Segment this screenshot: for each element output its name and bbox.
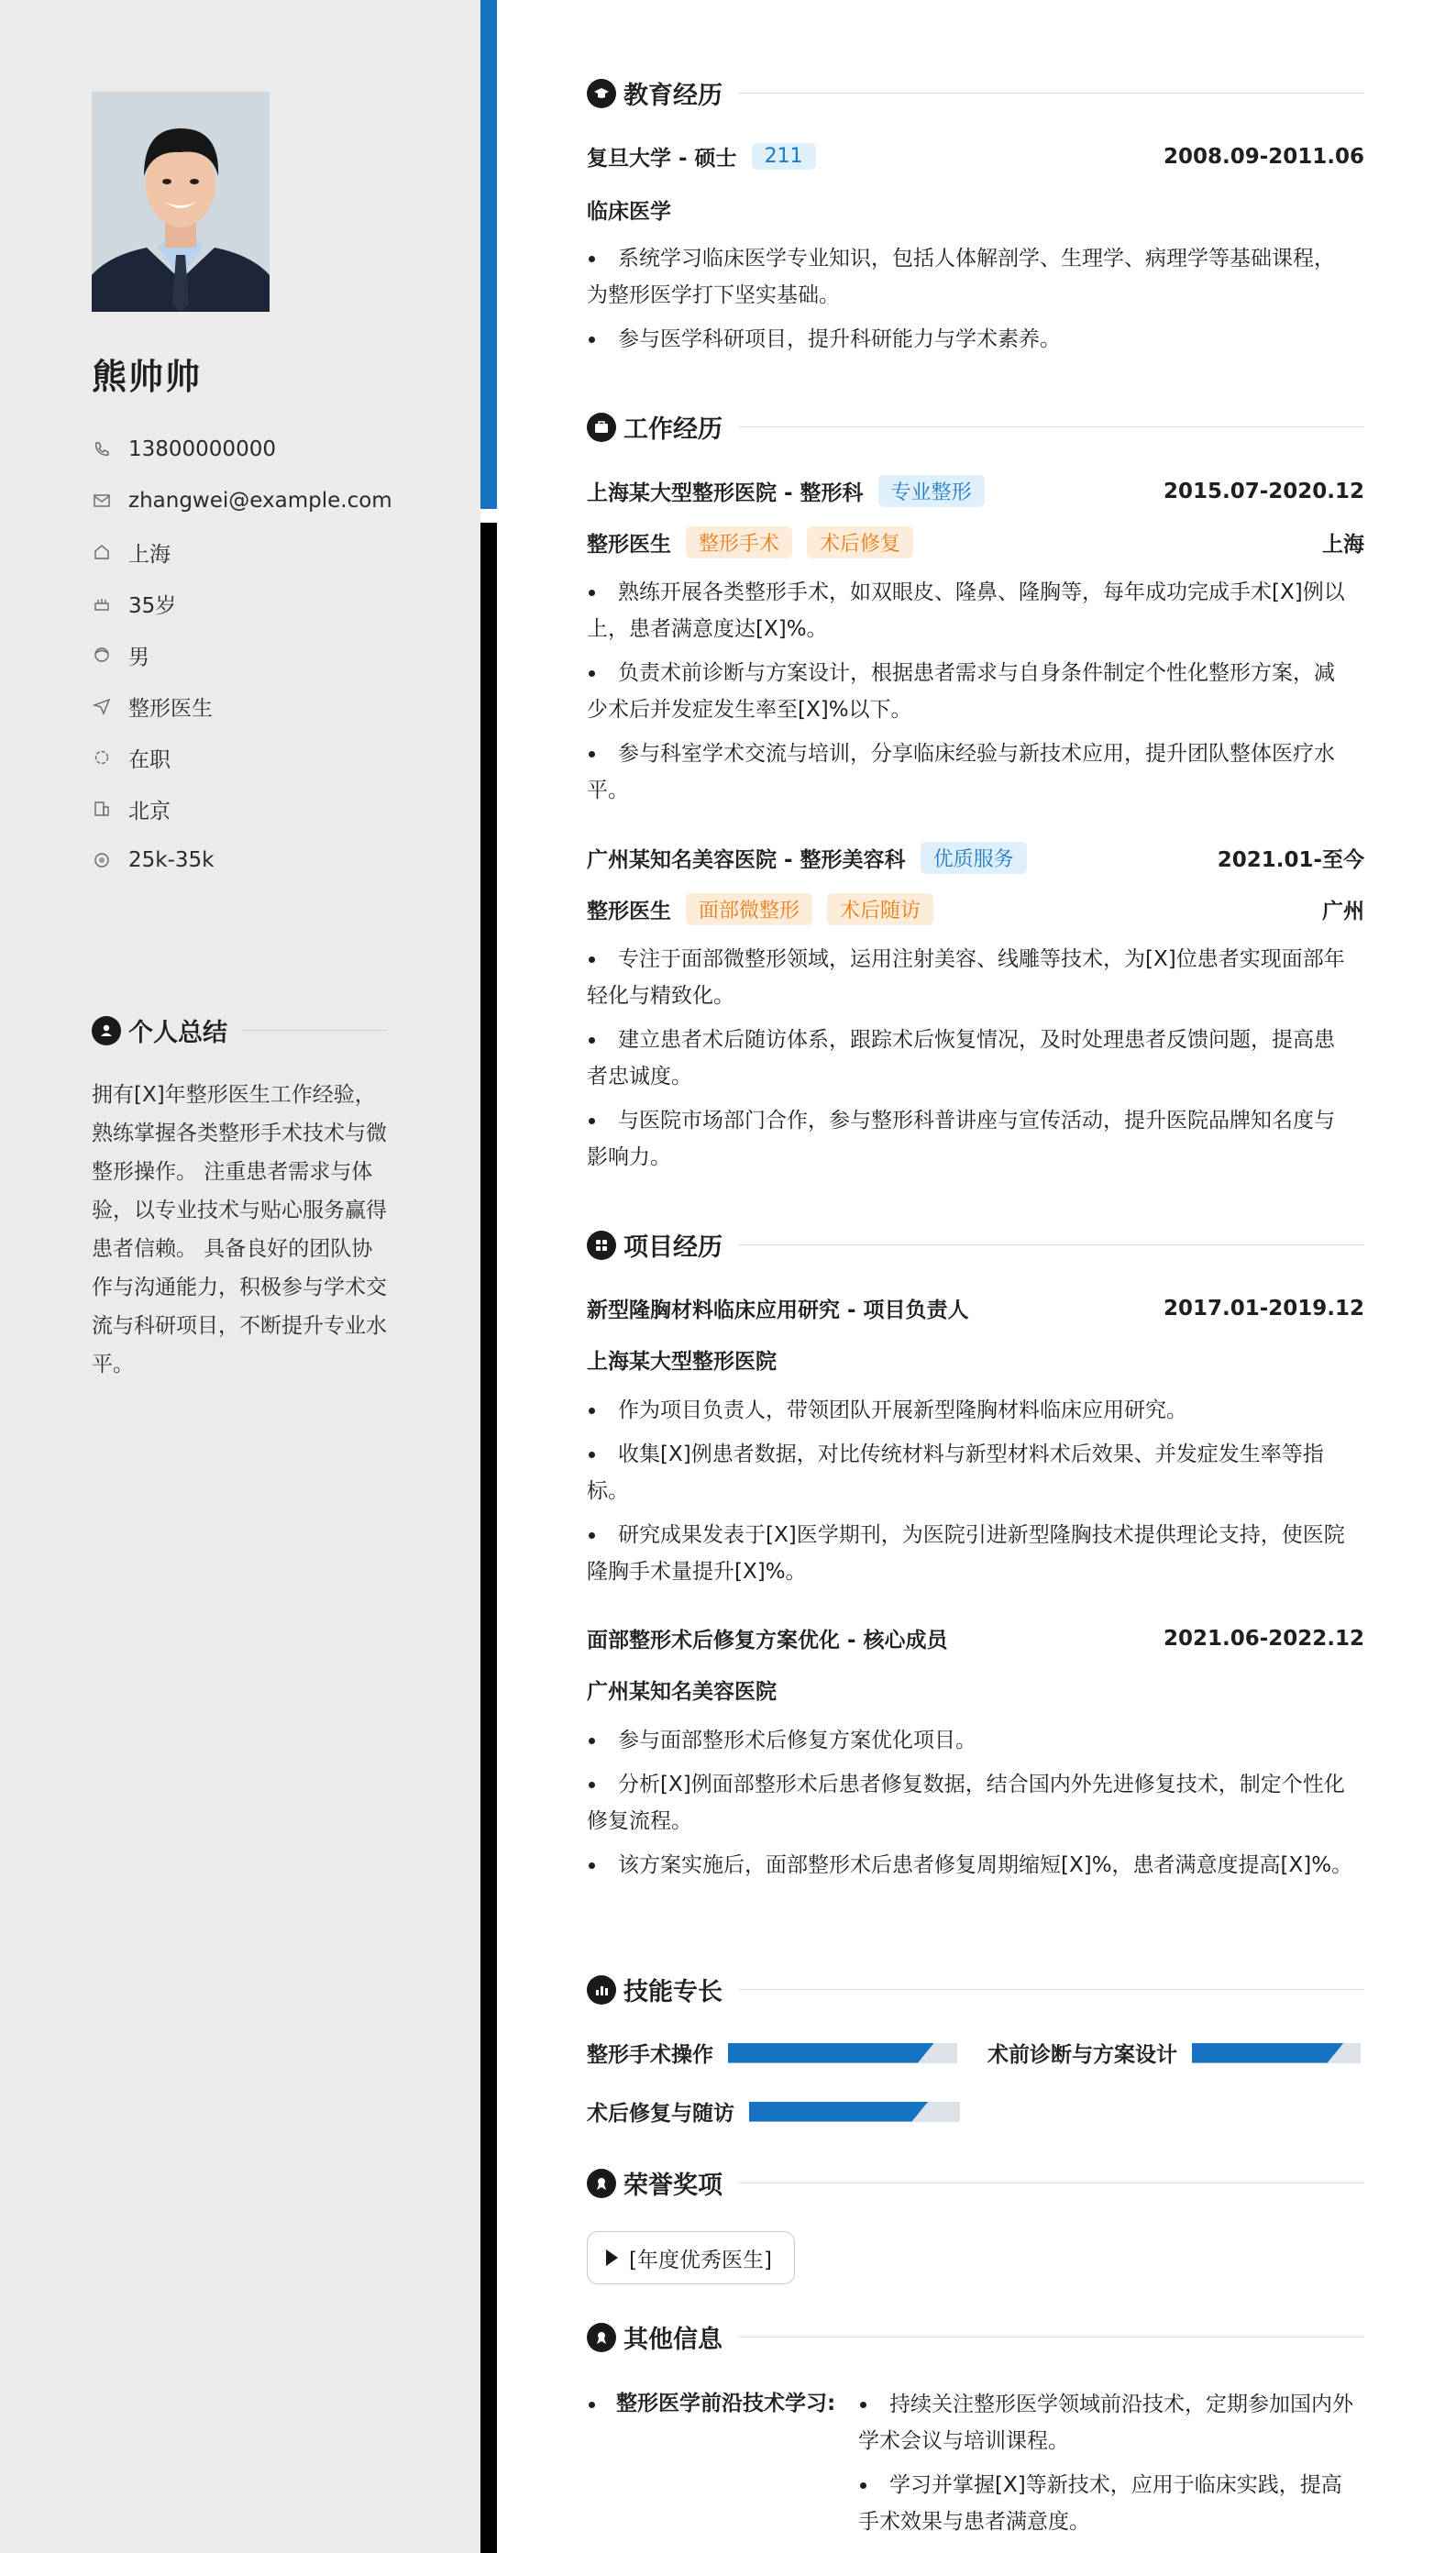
gender-text: 男 [128, 645, 149, 669]
awards-heading [587, 2165, 1364, 2201]
play-icon [606, 2249, 618, 2266]
info-target-city [92, 783, 392, 834]
list-item: 参与医学科研项目，提升科研能力与学术素养。 [587, 321, 1355, 358]
project-1-date: 2017.01-2019.12 [1163, 1296, 1364, 1321]
info-phone [92, 424, 392, 475]
list-item: 收集[X]例患者数据，对比传统材料与新型材料术后效果、并发症发生率等指标。 [587, 1436, 1355, 1509]
project-1-org-row [587, 1344, 1364, 1375]
work-1-role-row [587, 526, 1364, 558]
list-item: 负责术前诊断与方案设计，根据患者需求与自身条件制定个性化整形方案，减少术后并发症发生率至[X]%以下。 [587, 655, 1355, 728]
project-1-name: 新型隆胸材料临床应用研究 - 项目负责人 [587, 1299, 969, 1322]
project-1-bullets [587, 1392, 1355, 1597]
education-header-row [587, 141, 1364, 171]
education-heading [587, 75, 1364, 111]
project-1-header-row [587, 1293, 1364, 1323]
candidate-name: 熊帅帅 [92, 357, 203, 397]
work-2-bullets [587, 941, 1355, 1183]
skill-item [987, 2038, 1361, 2068]
info-city [92, 526, 392, 578]
work-1-bullets [587, 574, 1355, 816]
graduation-cap-icon [587, 79, 616, 108]
list-item: 参与面部整形术后修复方案优化项目。 [587, 1722, 1355, 1759]
skill-name: 术前诊断与方案设计 [987, 2043, 1177, 2067]
summary-heading [92, 1012, 387, 1048]
email-text: zhangwei@example.com [128, 489, 392, 513]
skill-bar [749, 2102, 960, 2122]
summary-title: 个人总结 [128, 1019, 227, 1047]
award-icon [587, 2323, 616, 2352]
avatar [92, 92, 270, 312]
award-item-button[interactable] [587, 2231, 795, 2284]
list-item: 熟练开展各类整形手术，如双眼皮、隆鼻、隆胸等，每年成功完成手术[X]例以上，患者满意度达[X]%。 [587, 574, 1355, 647]
list-item: 专注于面部微整形领域，运用注射美容、线雕等技术，为[X]位患者实现面部年轻化与精致化。 [587, 941, 1355, 1014]
school-tag: 211 [752, 143, 816, 170]
education-title: 教育经历 [623, 82, 722, 110]
skill-name: 整形手术操作 [587, 2043, 713, 2067]
bar-chart-icon [587, 1975, 616, 2005]
skill-bar-fill [1192, 2043, 1344, 2063]
projects-heading [587, 1227, 1364, 1263]
skill-bar [1192, 2043, 1361, 2063]
skill-bar [728, 2043, 957, 2063]
work-1-org: 上海某大型整形医院 - 整形科 [587, 481, 864, 505]
skill-item [587, 2038, 957, 2068]
user-icon [92, 1016, 121, 1045]
bullet-dot [589, 2402, 595, 2408]
work-2-org: 广州某知名美容医院 - 整形美容科 [587, 848, 906, 872]
salary-text: 25k-35k [128, 848, 215, 872]
grid-icon [587, 1231, 616, 1260]
work-title: 工作经历 [623, 415, 722, 444]
skills-heading [587, 1972, 1364, 2007]
cake-icon [92, 593, 112, 613]
info-age [92, 578, 392, 629]
accent-bar-black [480, 523, 497, 2553]
skill-bar-fill [749, 2102, 929, 2122]
work-1-role: 整形医生 [587, 533, 671, 557]
projects-title: 项目经历 [623, 1233, 722, 1262]
send-icon [92, 696, 112, 716]
info-email [92, 475, 392, 526]
divider [242, 1030, 387, 1031]
other-heading [587, 2319, 1364, 2355]
project-2-org: 广州某知名美容医院 [587, 1680, 777, 1704]
skill-bar-fill [728, 2043, 934, 2063]
divider [739, 1989, 1364, 1990]
list-item: 研究成果发表于[X]医学期刊，为医院引进新型隆胸技术提供理论支持，使医院隆胸手术量提升[X]%。 [587, 1517, 1355, 1590]
work-2-skill-tag: 面部微整形 [686, 893, 812, 925]
status-icon [92, 747, 112, 768]
project-2-name: 面部整形术后修复方案优化 - 核心成员 [587, 1629, 948, 1652]
phone-icon [92, 439, 112, 459]
list-item: 系统学习临床医学专业知识，包括人体解剖学、生理学、病理学等基础课程，为整形医学打下坚实基础。 [587, 240, 1355, 314]
project-2-header-row [587, 1623, 1364, 1653]
skill-item [587, 2096, 960, 2127]
work-1-skill-tag: 术后修复 [807, 526, 913, 558]
mail-icon [92, 491, 112, 511]
award-icon [587, 2169, 616, 2198]
project-2-date: 2021.06-2022.12 [1163, 1626, 1364, 1651]
skills-title: 技能专长 [623, 1978, 722, 2006]
work-2-skill-tag: 术后随访 [827, 893, 933, 925]
accent-bar-blue [480, 0, 497, 509]
work-1-tag: 专业整形 [878, 475, 985, 507]
building-icon [92, 799, 112, 819]
age-text: 35岁 [128, 593, 177, 618]
work-1-location: 上海 [1322, 533, 1364, 557]
awards-title: 荣誉奖项 [623, 2172, 722, 2200]
divider [739, 426, 1364, 427]
project-2-org-row [587, 1674, 1364, 1705]
award-label: [年度优秀医生] [629, 2248, 772, 2272]
job-text: 整形医生 [128, 696, 213, 721]
work-1-header-row [587, 475, 1364, 507]
list-item: 该方案实施后，面部整形术后患者修复周期缩短[X]%，患者满意度提高[X]%。 [587, 1847, 1355, 1884]
status-text: 在职 [128, 747, 171, 772]
education-bullets [587, 240, 1355, 365]
work-2-tag: 优质服务 [921, 842, 1027, 874]
target-city-text: 北京 [128, 799, 171, 823]
project-1-org: 上海某大型整形医院 [587, 1350, 777, 1374]
info-status [92, 732, 392, 783]
list-item: 分析[X]例面部整形术后患者修复数据，结合国内外先进修复技术，制定个性化修复流程。 [587, 1766, 1355, 1840]
list-item: 参与科室学术交流与培训，分享临床经验与新技术应用，提升团队整体医疗水平。 [587, 735, 1355, 809]
work-heading [587, 409, 1364, 445]
briefcase-icon [587, 413, 616, 442]
work-2-location: 广州 [1322, 900, 1364, 923]
work-2-role-row [587, 893, 1364, 925]
work-1-skill-tag: 整形手术 [686, 526, 792, 558]
list-item: 持续关注整形医学领域前沿技术，定期参加国内外学术会议与培训课程。 [858, 2386, 1353, 2459]
info-salary [92, 834, 392, 886]
contact-info-list [92, 424, 392, 886]
phone-text: 13800000000 [128, 437, 276, 461]
other-bullets [858, 2386, 1353, 2547]
gender-icon [92, 645, 112, 665]
work-2-date: 2021.01-至今 [1217, 848, 1364, 872]
info-job [92, 680, 392, 732]
info-gender [92, 629, 392, 680]
school-name: 复旦大学 - 硕士 [587, 147, 737, 171]
work-2-role: 整形医生 [587, 900, 671, 923]
skill-name: 术后修复与随访 [587, 2102, 734, 2126]
other-title: 其他信息 [623, 2326, 722, 2354]
divider [739, 93, 1364, 94]
home-icon [92, 542, 112, 562]
project-2-bullets [587, 1722, 1355, 1891]
work-1-date: 2015.07-2020.12 [1163, 479, 1364, 503]
education-major-row [587, 194, 1364, 225]
coin-icon [92, 850, 112, 870]
list-item: 作为项目负责人，带领团队开展新型隆胸材料临床应用研究。 [587, 1392, 1355, 1429]
list-item: 与医院市场部门合作，参与整形科普讲座与宣传活动，提升医院品牌知名度与影响力。 [587, 1102, 1355, 1176]
other-label: 整形医学前沿技术学习: [616, 2392, 836, 2415]
list-item: 学习并掌握[X]等新技术，应用于临床实践，提高手术效果与患者满意度。 [858, 2467, 1353, 2540]
divider [739, 1244, 1364, 1245]
city-text: 上海 [128, 542, 171, 567]
education-date: 2008.09-2011.06 [1163, 144, 1364, 169]
list-item: 建立患者术后随访体系，跟踪术后恢复情况，及时处理患者反馈问题，提高患者忠诚度。 [587, 1022, 1355, 1095]
summary-text: 拥有[X]年整形医生工作经验，熟练掌握各类整形手术技术与微整形操作。 注重患者需求与体验，以专业技术与贴心服务赢得患者信赖。 具备良好的团队协作与沟通能力，积极参与学术交流与科研项目，不断提升专业水平。 [92, 1083, 387, 1376]
work-2-header-row [587, 842, 1364, 874]
major-name: 临床医学 [587, 200, 671, 224]
